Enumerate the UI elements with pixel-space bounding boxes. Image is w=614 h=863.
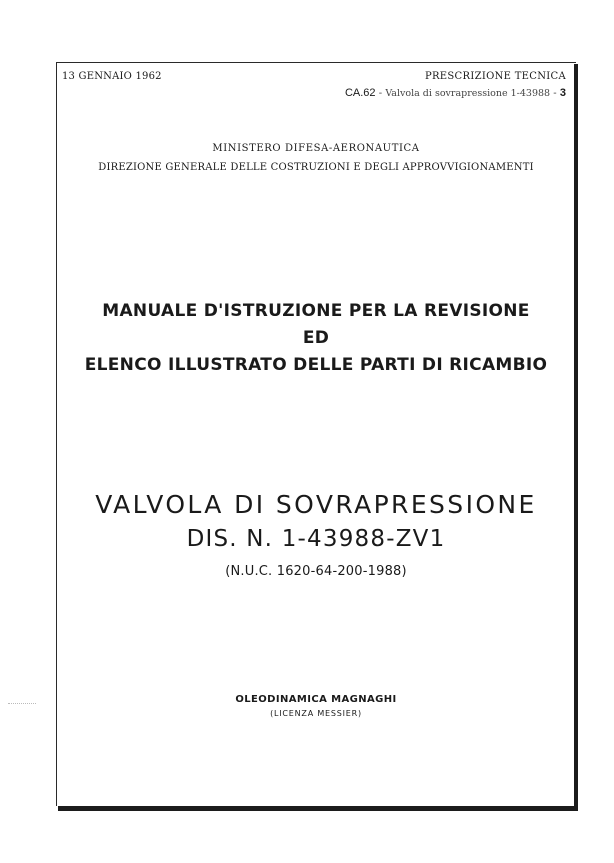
directorate-name: DIREZIONE GENERALE DELLE COSTRUZIONI E DEGLI APPROVVIGIONAMENTI: [98, 162, 534, 173]
code-prefix: CA.62: [344, 87, 376, 99]
manufacturer-name: OLEODINAMICA MAGNAGHI: [235, 694, 397, 705]
nuc-code: (N.U.C. 1620-64-200-1988): [225, 564, 407, 579]
manual-title: [56, 298, 576, 379]
code-description: Valvola di sovrapressione 1-43988: [385, 88, 551, 99]
document-code: [345, 87, 566, 99]
code-number: 3: [559, 87, 566, 99]
scan-margin-mark: [8, 703, 36, 705]
manufacturer-licence: (LICENZA MESSIER): [270, 709, 362, 718]
manual-title-line2: ED: [302, 328, 330, 348]
code-separator: -: [378, 88, 383, 99]
ministry-name: MINISTERO DIFESA-AERONAUTICA: [212, 143, 420, 154]
document-date: 13 GENNAIO 1962: [62, 71, 162, 82]
prescription-label: PRESCRIZIONE TECNICA: [424, 71, 566, 82]
manual-title-line3: ELENCO ILLUSTRATO DELLE PARTI DI RICAMBIO: [84, 355, 548, 375]
drawing-number: DIS. N. 1-43988-ZV1: [186, 526, 446, 552]
code-dash: -: [553, 88, 557, 99]
manual-title-line1: MANUALE D'ISTRUZIONE PER LA REVISIONE: [102, 301, 530, 321]
page-border-bottom-edge: [58, 806, 578, 811]
component-name: VALVOLA DI SOVRAPRESSIONE: [95, 490, 537, 519]
